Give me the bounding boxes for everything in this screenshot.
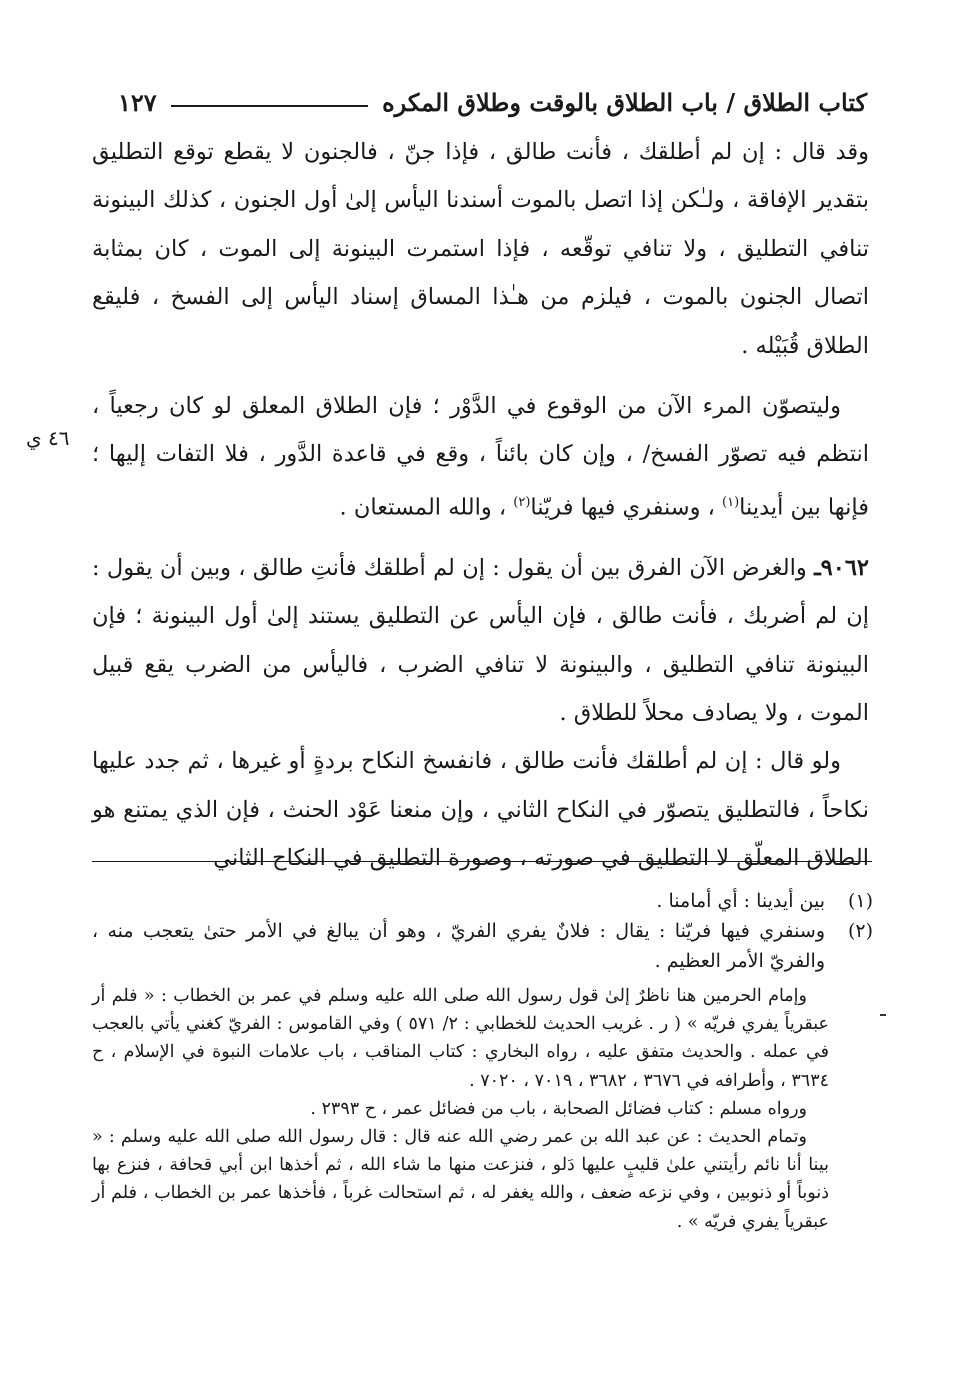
footnote-1 [92,886,873,916]
paragraph-3-text: والغرض الآن الفرق بين أن يقول : إن لم أطلقك فأنتِ طالق ، وبين أن يقول : إن لم أضربك ، فأنت طالق ، فإن اليأس عن التطليق يستند إلىٰ أول البينونة ؛ فإن البينونة تنافي التطليق ، والبينونة لا تنافي الضرب ، فاليأس من الضرب يقع قبيل الموت ، ولا يصادف محلاً للطلاق . [92,554,869,726]
footnote-2-text: وسنفري فيها فريّنا : يقال : فلانٌ يفري الفريّ ، وهو أن يبالغ في الأمر حتىٰ يتعجب منه ، والفريّ الأمر العظيم . [92,920,825,972]
paragraph-2 [92,382,869,532]
issue-number: ٩٠٦٢ـ [814,554,869,581]
paragraph-4-text: ولو قال : إن لم أطلقك فأنت طالق ، فانفسخ النكاح بردةٍ أو غيرها ، ثم جدد عليها نكاحاً ، فالتطليق يتصوّر في النكاح الثاني ، وإن منعنا عَوْد الحنث ، فإن الذي يمتنع هو الطلاق المعلّق لا التطليق في صورته ، وصورة التطليق في النكاح الثاني [92,748,869,872]
margin-mark [880,1014,886,1016]
running-header [118,82,867,122]
footnote-2-continuation [92,982,873,1236]
main-text [92,128,869,883]
footnote-ref-1[interactable]: (١) [722,494,740,510]
paragraph-3 [92,544,869,738]
footnote-2-para-1-text: وإمام الحرمين هنا ناظرٌ إلىٰ قول رسول الله صلى الله عليه وسلم في عمر بن الخطاب : « فلم أر عبقرياً يفري فريّه » ( ر . غريب الحديث للخطابي : ٢/ ٥٧١ ) وفي القاموس : الفريّ كغني يأتي بالعجب في عمله . والحديث متفق عليه ، رواه البخاري : كتاب المناقب ، باب علامات النبوة في الإسلام ، ح ٣٦٣٤ ، وأطرافه في ٣٦٧٦ ، ٣٦٨٢ ، ٧٠١٩ ، ٧٠٢٠ . [92,986,829,1091]
footnote-2-para-2 [92,1095,829,1123]
footnote-1-number: (١) [847,890,873,912]
footnote-2 [92,916,873,976]
footnote-separator [92,861,872,862]
paragraph-2-text-b: ، وسنفري فيها فريّنا [530,494,723,521]
footnote-2-para-3 [92,1123,829,1236]
footnote-ref-2[interactable]: (٢) [513,494,531,510]
footnotes [92,886,873,1236]
header-title: كتاب الطلاق / باب الطلاق بالوقت وطلاق المكره [382,87,867,117]
margin-note: ٤٦ ي [26,426,70,450]
footnote-2-para-3-text: وتمام الحديث : عن عبد الله بن عمر رضي الله عنه قال : قال رسول الله صلى الله عليه وسلم : « بينا أنا نائم رأيتني علىٰ قليبٍ عليها دَلو ، فنزعت منها ما شاء الله ، ثم أخذها ابن أبي قحافة ، فنزع بها ذنوباً أو ذنوبين ، وفي نزعه ضعف ، والله يغفر له ، ثم استحالت غرباً ، فأخذها عمر بن الخطاب ، فلم أر عبقرياً يفري فريّه » . [92,1127,829,1232]
footnote-2-para-1 [92,982,829,1095]
footnote-2-para-2-text: ورواه مسلم : كتاب فضائل الصحابة ، باب من فضائل عمر ، ح ٢٣٩٣ . [310,1098,807,1119]
footnote-1-text: بين أيدينا : أي أمامنا . [656,890,825,912]
header-rule [171,105,368,107]
footnote-2-number: (٢) [847,920,873,942]
paragraph-2-text-a: وليتصوّن المرء الآن من الوقوع في الدَّوْر ؛ فإن الطلاق المعلق لو كان رجعياً ، انتظم فيه تصوّر الفسخ/ ، وإن كان بائناً ، وقع في قاعدة الدَّور ، فلا التفات إليها ؛ فإنها بين أيدينا [92,393,869,521]
paragraph-1-text: وقد قال : إن لم أطلقك ، فأنت طالق ، فإذا جنّ ، فالجنون لا يقطع توقع التطليق بتقدير الإفاقة ، ولـٰكن إذا اتصل بالموت أسندنا اليأس إلىٰ أول الجنون ، كذلك البينونة تنافي التطليق ، ولا تنافي توقّعه ، فإذا استمرت البينونة إلى الموت ، كان بمثابة اتصال الجنون بالموت ، فيلزم من هـٰذا المساق إسناد اليأس إلى الفسخ ، فليقع الطلاق قُبَيْله . [92,139,869,359]
page-number: ١٢٧ [118,87,157,117]
paragraph-1 [92,128,869,370]
paragraph-2-text-c: ، والله المستعان . [339,494,514,521]
